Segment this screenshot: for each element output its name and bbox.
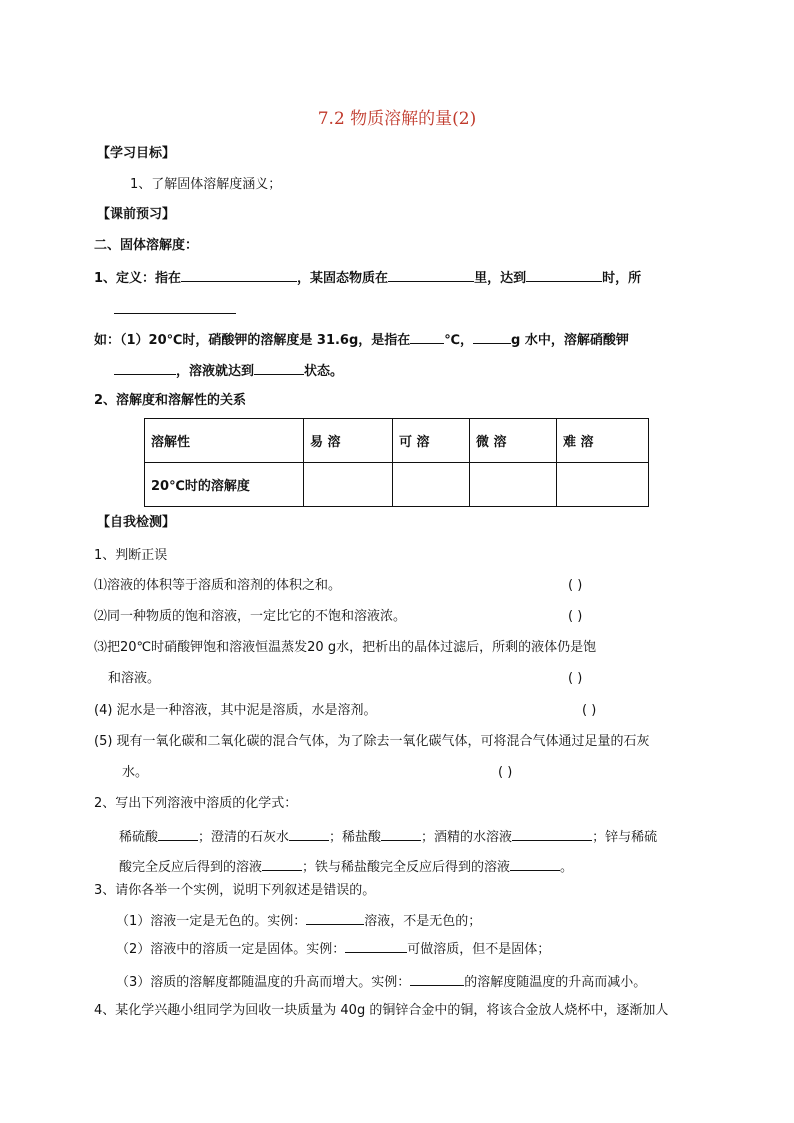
question-text: （1）溶液一定是无色的。实例： — [116, 914, 307, 929]
question-1-3: ⑶把20℃时硝酸钾饱和溶液恒温蒸发20 g水，把析出的晶体过滤后，所剩的液体仍是饱 — [94, 640, 597, 655]
answer-blank[interactable] — [526, 268, 602, 282]
answer-paren[interactable]: ( ) — [498, 765, 513, 780]
example-line-2 — [114, 361, 343, 381]
question-2-line-1 — [119, 827, 657, 847]
answer-blank[interactable] — [262, 857, 302, 871]
example-text-4: ，溶液就达到 — [176, 364, 255, 379]
definition-text-1: 1、定义：指在 — [94, 271, 182, 286]
question-1-3-cont: 和溶液。 — [108, 671, 161, 686]
question-1-2: ⑵同一种物质的饱和溶液，一定比它的不饱和溶液浓。 — [94, 609, 407, 624]
question-1-4: (4) 泥水是一种溶液，其中泥是溶质，水是溶剂。 — [94, 703, 377, 718]
answer-blank[interactable] — [181, 268, 297, 282]
table-cell-empty[interactable] — [304, 463, 393, 507]
answer-paren[interactable]: ( ) — [582, 703, 597, 718]
answer-paren[interactable]: ( ) — [568, 578, 583, 593]
definition-text-4: 时，所 — [602, 271, 642, 286]
example-text-2: ℃， — [444, 333, 474, 348]
answer-blank[interactable] — [512, 827, 592, 841]
answer-blank[interactable] — [306, 911, 364, 925]
question-text: ；锌与稀硫 — [592, 830, 658, 845]
answer-blank[interactable] — [345, 939, 407, 953]
question-2-title: 2、写出下列溶液中溶质的化学式： — [94, 796, 298, 811]
answer-blank[interactable] — [254, 361, 304, 375]
example-text-3: g 水中，溶解硝酸钾 — [511, 333, 629, 348]
answer-blank[interactable] — [410, 972, 464, 986]
question-text: 稀硫酸 — [119, 830, 159, 845]
question-1-5-cont: 水。 — [122, 765, 149, 780]
question-2-line-2 — [119, 857, 573, 877]
table-cell: 可 溶 — [393, 419, 470, 463]
answer-blank[interactable] — [289, 827, 329, 841]
table-cell: 易 溶 — [304, 419, 393, 463]
question-text: 酸完全反应后得到的溶液 — [119, 860, 263, 875]
question-4: 4、某化学兴趣小组同学为回收一块质量为 40g 的铜锌合金中的铜，将该合金放人烧杯中，逐渐加人 — [94, 1003, 669, 1018]
example-text-5: 状态。 — [304, 364, 344, 379]
question-text: ；酒精的水溶液 — [421, 830, 513, 845]
answer-paren[interactable]: ( ) — [568, 671, 583, 686]
table-cell-empty[interactable] — [557, 463, 649, 507]
question-text: 的溶解度随温度的升高而减小。 — [464, 975, 647, 990]
answer-blank[interactable] — [388, 268, 474, 282]
question-text: ；稀盐酸 — [329, 830, 382, 845]
definition-continuation — [114, 300, 236, 320]
table-cell: 难 溶 — [557, 419, 649, 463]
answer-blank[interactable] — [158, 827, 198, 841]
answer-blank[interactable] — [473, 330, 511, 344]
question-3-3 — [116, 972, 646, 992]
question-3-1 — [116, 911, 481, 931]
table-cell: 微 溶 — [470, 419, 557, 463]
example-text-1: 如：（1）20℃时，硝酸钾的溶解度是 31.6g，是指在 — [94, 333, 411, 348]
answer-blank[interactable] — [114, 300, 236, 314]
question-1-1: ⑴溶液的体积等于溶质和溶剂的体积之和。 — [94, 578, 342, 593]
question-text: 。 — [560, 860, 574, 875]
example-line-1 — [94, 330, 629, 350]
question-text: （3）溶质的溶解度都随温度的升高而增大。实例： — [116, 975, 411, 990]
relation-header: 2、溶解度和溶解性的关系 — [94, 393, 247, 408]
table-cell: 溶解性 — [145, 419, 304, 463]
definition-text-3: 里，达到 — [474, 271, 527, 286]
definition-text-2: ，某固态物质在 — [297, 271, 389, 286]
solubility-table — [144, 418, 649, 507]
answer-paren[interactable]: ( ) — [568, 609, 583, 624]
question-1-title: 1、判断正误 — [94, 548, 168, 563]
answer-blank[interactable] — [510, 857, 560, 871]
question-3-2 — [116, 939, 550, 959]
question-text: （2）溶液中的溶质一定是固体。实例： — [116, 942, 346, 957]
table-cell-empty[interactable] — [393, 463, 470, 507]
goal-item-1: 1、了解固体溶解度涵义； — [130, 177, 282, 192]
goal-header: 【学习目标】 — [97, 146, 176, 161]
table-row — [145, 419, 649, 463]
table-row — [145, 463, 649, 507]
question-3-title: 3、请你各举一个实例，说明下列叙述是错误的。 — [94, 883, 376, 898]
preview-header: 【课前预习】 — [97, 207, 176, 222]
answer-blank[interactable] — [381, 827, 421, 841]
solid-solubility-header: 二、固体溶解度： — [94, 238, 199, 253]
question-text: ；澄清的石灰水 — [198, 830, 290, 845]
question-text: 溶液，不是无色的； — [364, 914, 482, 929]
question-text: ；铁与稀盐酸完全反应后得到的溶液 — [302, 860, 511, 875]
table-cell-empty[interactable] — [470, 463, 557, 507]
question-1-5: (5) 现有一氧化碳和二氧化碳的混合气体，为了除去一氧化碳气体，可将混合气体通过足量的石灰 — [94, 734, 650, 749]
question-text: 可做溶质，但不是固体； — [407, 942, 551, 957]
table-cell: 20℃时的溶解度 — [145, 463, 304, 507]
page-title: 7.2 物质溶解的量(2) — [317, 109, 477, 129]
definition-line — [94, 268, 641, 288]
self-check-header: 【自我检测】 — [97, 515, 176, 530]
answer-blank[interactable] — [114, 361, 176, 375]
answer-blank[interactable] — [410, 330, 444, 344]
